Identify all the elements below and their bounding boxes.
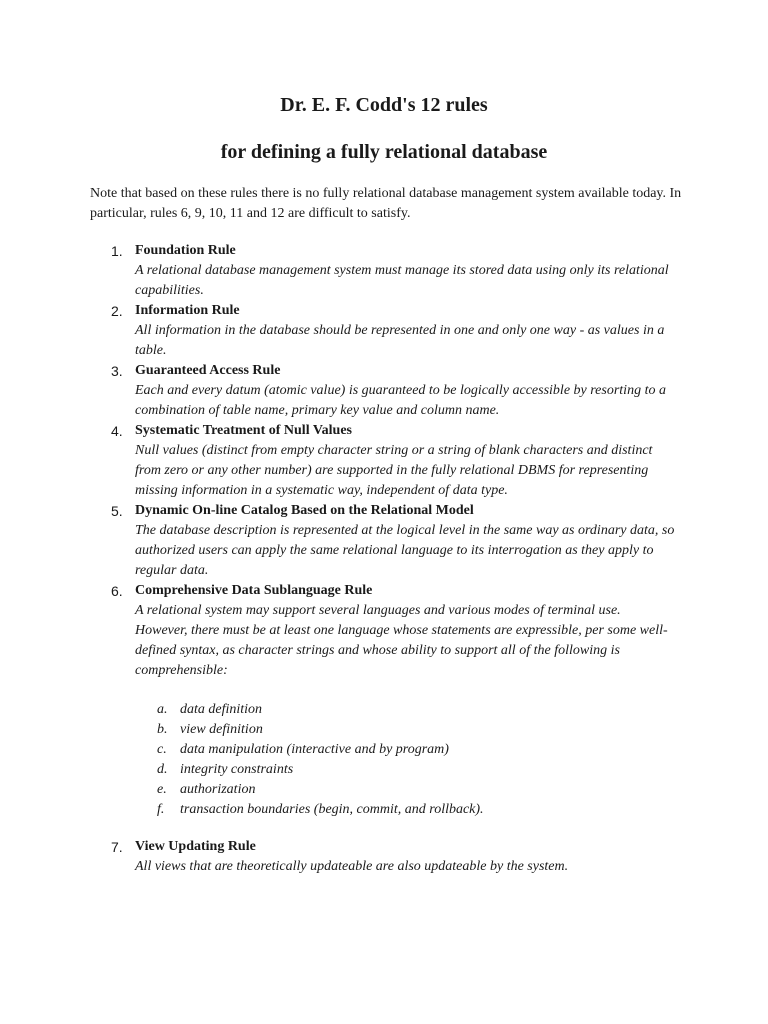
rule-description: A relational database management system must manage its stored data using only its relational capabilities. <box>135 263 669 298</box>
rule-item <box>0 501 675 581</box>
rule-name: Dynamic On-line Catalog Based on the Relational Model <box>135 503 474 518</box>
sub-item-text: view definition <box>180 722 263 737</box>
sub-list-item <box>135 760 675 780</box>
sub-item-letter: d. <box>157 762 168 777</box>
rule-item <box>0 837 675 877</box>
rule-number: 6. <box>111 583 123 599</box>
rule-number: 4. <box>111 423 123 439</box>
rule-item <box>0 361 675 421</box>
rule-number: 2. <box>111 303 123 319</box>
rule-name: Information Rule <box>135 303 240 318</box>
sub-item-text: data definition <box>180 702 263 717</box>
rule-name: Comprehensive Data Sublanguage Rule <box>135 583 373 598</box>
rules-list <box>0 241 768 877</box>
intro-paragraph: Note that based on these rules there is no fully relational database management system available today. In particular, rules 6, 9, 10, 11 and 12 are difficult to satisfy. <box>90 186 682 221</box>
document-title: Dr. E. F. Codd's 12 rules <box>280 94 488 116</box>
rule-item <box>0 421 675 501</box>
rule-description: All information in the database should be represented in one and only one way - as values in a table. <box>135 323 665 358</box>
rule-description: A relational system may support several languages and various modes of terminal use. However, there must be at least one language whose statements are expressible, per some well-defined syntax, as character strings and whose ability to support all of the following is comprehensible: <box>135 603 668 678</box>
sub-item-letter: f. <box>157 802 165 817</box>
document-subtitle: for defining a fully relational database <box>220 141 548 163</box>
rule-description: The database description is represented at the logical level in the same way as ordinary data, so authorized users can apply the same relational language to its interrogation as they apply to regular data. <box>135 523 675 578</box>
sub-list-item <box>135 720 675 740</box>
rule-description: Each and every datum (atomic value) is guaranteed to be logically accessible by resorting to a combination of table name, primary key value and column name. <box>135 383 666 418</box>
sub-item-letter: a. <box>157 702 168 717</box>
rule-name: Systematic Treatment of Null Values <box>135 423 352 438</box>
rule-item <box>0 241 675 301</box>
sub-rules-list <box>135 700 675 820</box>
rule-number: 3. <box>111 363 123 379</box>
sub-list-item <box>135 700 675 720</box>
sub-item-text: transaction boundaries (begin, commit, and rollback). <box>180 802 484 817</box>
rule-description: All views that are theoretically updateable are also updateable by the system. <box>135 859 569 874</box>
sub-item-letter: b. <box>157 722 168 737</box>
rule-description: Null values (distinct from empty character string or a string of blank characters and distinct from zero or any other number) are supported in the fully relational DBMS for representing missing information in a systematic way, independent of data type. <box>135 443 653 498</box>
sub-item-letter: c. <box>157 742 167 757</box>
sub-list-item <box>135 740 675 760</box>
rule-item <box>0 301 675 361</box>
rule-name: Foundation Rule <box>135 243 236 258</box>
rule-number: 1. <box>111 243 123 259</box>
rule-item <box>0 581 675 820</box>
rule-name: Guaranteed Access Rule <box>135 363 281 378</box>
sub-item-letter: e. <box>157 782 167 797</box>
rule-number: 7. <box>111 839 123 855</box>
sub-item-text: integrity constraints <box>180 762 294 777</box>
rule-number: 5. <box>111 503 123 519</box>
sub-list-item <box>135 800 675 820</box>
rule-name: View Updating Rule <box>135 839 256 854</box>
sub-list-item <box>135 780 675 800</box>
sub-item-text: data manipulation (interactive and by program) <box>180 742 449 757</box>
sub-item-text: authorization <box>180 782 256 797</box>
